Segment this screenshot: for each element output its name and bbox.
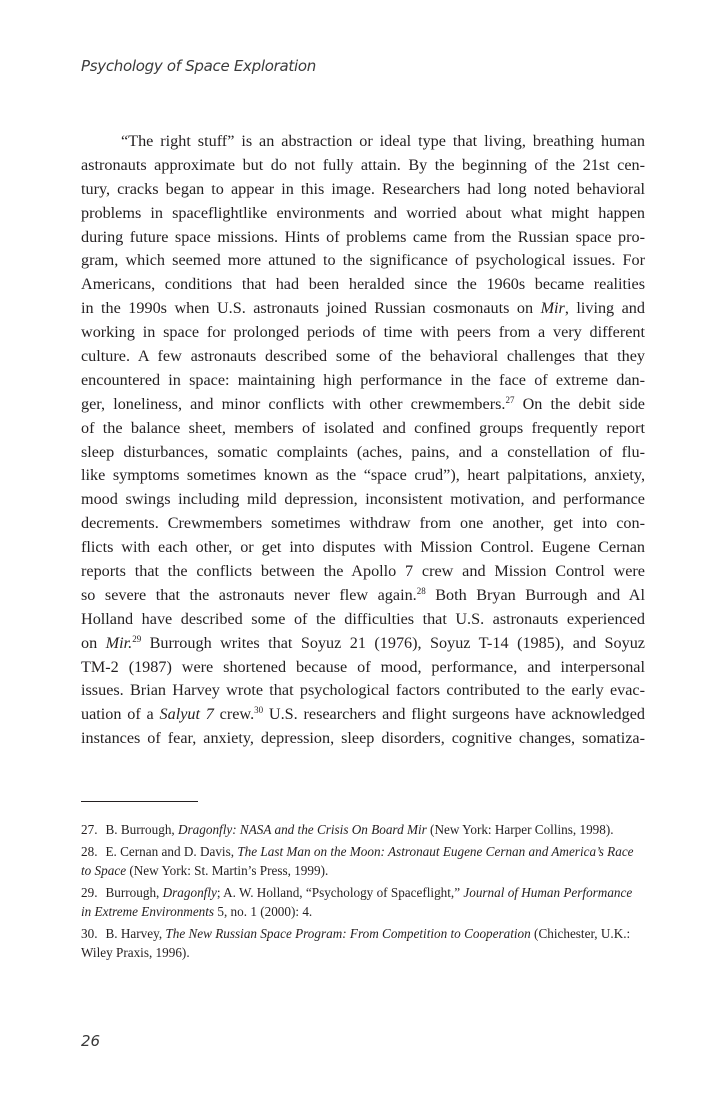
footnote: 27. B. Burrough, Dragonfly: NASA and the Crisis On Board Mir (New York: Harper Collins, 1998). bbox=[81, 822, 614, 837]
text-line: encountered in space: maintaining high performance in the face of extreme dan- bbox=[81, 370, 645, 389]
text-line: uation of a Salyut 7 crew.$^{30}$ U.S. researchers and flight surgeons have acknowledged bbox=[81, 705, 646, 724]
body-paragraph bbox=[81, 130, 645, 751]
footnote-ref: 28 bbox=[416, 585, 426, 596]
footnote-number: 29. bbox=[81, 885, 98, 900]
footnote-ref: 30 bbox=[254, 705, 264, 716]
text-line: problems in spaceflightlike environments and worried about what might happen bbox=[81, 203, 645, 222]
footnote: 30. B. Harvey, The New Russian Space Program: From Competition to Cooperation (Chichester, U.K.: Wiley Praxis, 1996). bbox=[81, 926, 631, 960]
text-line: of the balance sheet, members of isolated and confined groups frequently report bbox=[81, 418, 645, 437]
text-line: ger, loneliness, and minor conflicts with other crewmembers.$^{27}$ On the debit side bbox=[81, 394, 645, 413]
text-line: decrements. Crewmembers sometimes withdraw from one another, get into con- bbox=[81, 514, 645, 533]
text-line: in the 1990s when U.S. astronauts joined Russian cosmonauts on Mir, living and bbox=[81, 299, 645, 318]
footnote-ref: 29 bbox=[132, 633, 142, 644]
footnote: 29. Burrough, Dragonfly; A. W. Holland, “Psychology of Spaceflight,” Journal of Human Performance in Extreme Environments 5, no. 1 (2000): 4. bbox=[81, 885, 633, 919]
text-line: working in space for prolonged periods of time with peers from a very different bbox=[81, 323, 645, 342]
italic-title: Salyut 7 bbox=[159, 705, 214, 724]
text-line: reports that the conflicts between the Apollo 7 crew and Mission Control were bbox=[81, 562, 645, 581]
text-line: flicts with each other, or get into disputes with Mission Control. Eugene Cernan bbox=[81, 538, 645, 557]
footnotes bbox=[81, 820, 641, 965]
text-line: tury, cracks began to appear in this image. Researchers had long noted behavioral bbox=[81, 179, 645, 198]
text-line: culture. A few astronauts described some of the behavioral challenges that they bbox=[81, 347, 645, 366]
text-line: gram, which seemed more attuned to the significance of psychological issues. For bbox=[81, 251, 645, 270]
text-line: Americans, conditions that had been heralded since the 1960s became realities bbox=[81, 275, 645, 294]
text-line: mood swings including mild depression, inconsistent motivation, and performance bbox=[81, 490, 645, 509]
text-line: during future space missions. Hints of problems came from the Russian space pro- bbox=[81, 227, 645, 246]
text-line: like symptoms sometimes known as the “space crud”), heart palpitations, anxiety, bbox=[81, 466, 645, 485]
footnote-ref: 27 bbox=[505, 394, 515, 405]
text-line: astronauts approximate but do not fully attain. By the beginning of the 21st cen- bbox=[81, 155, 645, 174]
text-line: “The right stuff” is an abstraction or ideal type that living, breathing human bbox=[121, 132, 645, 150]
text-line: TM-2 (1987) were shortened because of mood, performance, and interpersonal bbox=[81, 657, 645, 676]
text-line: Holland have described some of the difficulties that U.S. astronauts experienced bbox=[81, 609, 645, 628]
page-number: 26 bbox=[81, 1032, 101, 1050]
italic-title: Mir. bbox=[105, 633, 133, 652]
footnote-number: 28. bbox=[81, 844, 98, 859]
text-line: sleep disturbances, somatic complaints (aches, pains, and a constellation of flu- bbox=[81, 442, 645, 461]
running-head: Psychology of Space Exploration bbox=[81, 57, 316, 75]
text-line: on Mir.$^{29}$ Burrough writes that Soyuz 21 (1976), Soyuz T-14 (1985), and Soyuz bbox=[81, 633, 645, 652]
text-line: issues. Brian Harvey wrote that psychological factors contributed to the early evac- bbox=[81, 681, 645, 700]
italic-title: Mir bbox=[540, 299, 565, 318]
footnote: 28. E. Cernan and D. Davis, The Last Man on the Moon: Astronaut Eugene Cernan and America’s Race to Space (New York: St. Martin’s Press, 1999). bbox=[81, 844, 634, 878]
footnote-rule bbox=[81, 801, 198, 802]
footnote-number: 27. bbox=[81, 822, 98, 837]
text-line: instances of fear, anxiety, depression, sleep disorders, cognitive changes, somatiza- bbox=[81, 729, 645, 748]
footnote-number: 30. bbox=[81, 926, 98, 941]
text-line: so severe that the astronauts never flew again.$^{28}$ Both Bryan Burrough and Al bbox=[81, 585, 645, 604]
